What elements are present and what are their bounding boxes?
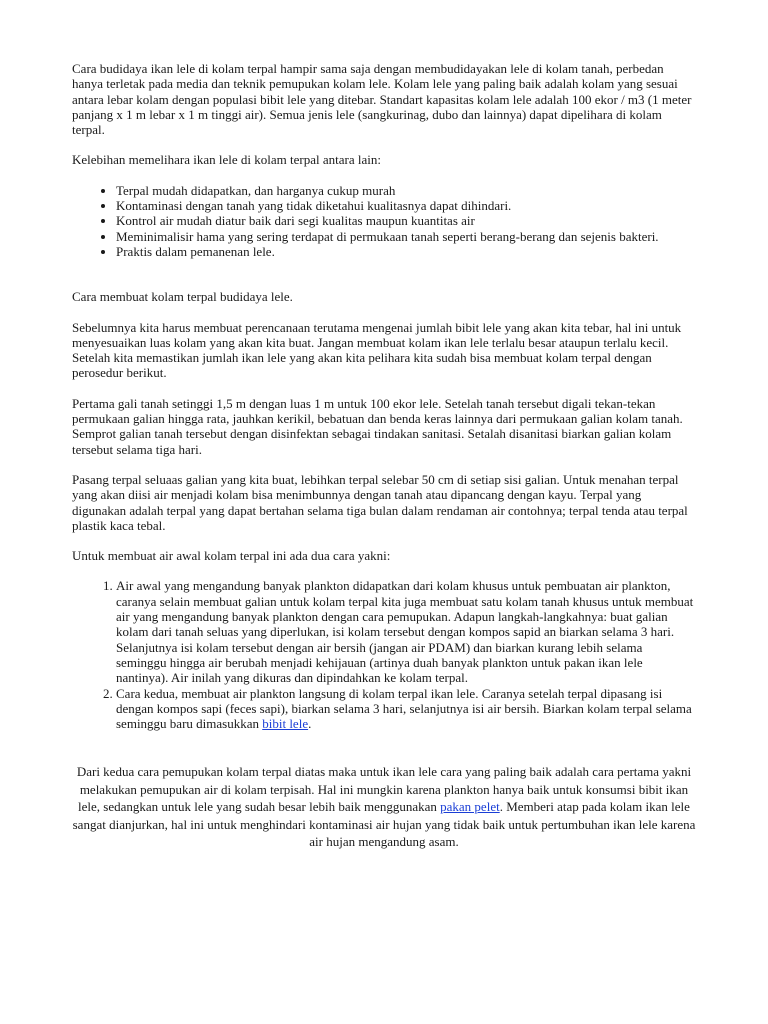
list-item: • Kontaminasi dengan tanah yang tidak diketahui kualitasnya dapat dihindari. (116, 198, 696, 213)
methods-list (72, 578, 696, 731)
spacer (72, 746, 696, 763)
bibit-lele-link[interactable]: bibit lele (262, 716, 309, 732)
section-heading: Cara membuat kolam terpal budidaya lele. (72, 289, 293, 305)
method-two-text: Cara kedua, membuat air plankton langsung di kolam terpal ikan lele. Caranya setelah terpal dipasang isi dengan kompos sapi (feces sapi), biarkan selama 3 hari, selanjutnya isi air bersih. Biarkan kolam terpal selama seminggu baru dimasukkan (116, 685, 692, 732)
list-item: • Meminimalisir hama yang sering terdapat di permukaan tanah seperti berang-berang dan sejenis bakteri. (116, 229, 696, 244)
pakan-pelet-link[interactable]: pakan pelet (440, 799, 500, 815)
method-two-end: . (308, 716, 312, 732)
spacer (72, 274, 696, 289)
water-methods-heading: Untuk membuat air awal kolam terpal ini ada dua cara yakni: (72, 548, 391, 564)
list-item: • Kontrol air mudah diatur baik dari segi kualitas maupun kuantitas air (116, 213, 696, 228)
tarp-paragraph: Pasang terpal seluaas galian yang kita buat, lebihkan terpal selebar 50 cm di setiap sisi galian. Untuk menahan terpal yang akan diisi air menjadi kolam bisa menimbunnya dengan tanah atau dipancang dengan kayu. Terpal yang digunakan adalah terpal yang dapat bertahan selama tiga bulan dalam rendaman air contohnya; terpal tenda atau terpal plastik kaca tebal. (72, 471, 688, 533)
list-item: • Terpal mudah didapatkan, dan harganya cukup murah (116, 183, 696, 198)
list-item: • Praktis dalam pemanenan lele. (116, 244, 696, 259)
closing-text-end: . Memberi atap pada kolam ikan lele sangat dianjurkan, hal ini untuk menghindari kontaminasi air hujan yang tidak baik untuk pertumbuhan ikan lele karena air hujan mengandung asam. (72, 799, 696, 850)
list-item: 1. Air awal yang mengandung banyak plankton didapatkan dari kolam khusus untuk pembuatan air plankton, caranya selain membuat galian untuk kolam terpal kita juga membuat satu kolam tanah khusus untuk membuat air yang mengandung banyak plankton dengan cara pemupukan. Adapun langkah-langkahnya: buat galian kolam dari tanah seluas yang diperlukan, isi kolam tersebut dengan kompos sapid an biarkan selama 3 hari. Selanjutnya isi kolam tersebut dengan air bersih (jangan air PDAM) dan biarkan kurang lebih selama seminggu hingga air berubah menjadi kehijauan (artinya duah banyak plankton untuk pakan ikan lele nantinya). Air inilah yang dikuras dan dipindahkan ke kolam terpal. (116, 578, 696, 685)
list-item (116, 686, 696, 732)
intro-paragraph: Cara budidaya ikan lele di kolam terpal hampir sama saja dengan membudidayakan lele di kolam tanah, perbedan hanya terletak pada media dan teknik pemupukan kolam lele. Kolam lele yang paling baik adalah kolam yang sesuai antara lebar kolam dengan populasi bibit lele yang ditebar. Standart kapasitas kolam lele adalah 100 ekor / m3 (1 meter panjang x 1 m lebar x 1 m tinggi air). Semua jenis lele (sangkurinag, dubo dan lainnya) dapat dipelihara di kolam terpal. (72, 61, 692, 138)
closing-paragraph (72, 763, 696, 851)
benefits-heading: Kelebihan memelihara ikan lele di kolam terpal antara lain: (72, 152, 381, 168)
planning-paragraph: Sebelumnya kita harus membuat perencanaan terutama mengenai jumlah bibit lele yang akan kita tebar, hal ini untuk menyesuaikan luas kolam yang akan kita buat. Jangan membuat kolam ikan lele terlalu besar ataupun terlalu kecil. Setelah kita memastikan jumlah ikan lele yang akan kita pelihara kita sudah bisa membuat kolam terpal dengan perosedur berikut. (72, 319, 682, 381)
digging-paragraph: Pertama gali tanah setinggi 1,5 m dengan luas 1 m untuk 100 ekor lele. Setelah tanah tersebut digali tekan-tekan permukaan galian hingga rata, jauhkan kerikil, bebatuan dan benda keras lainnya dari permukaan galian kolam tanah. Semprot galian tanah tersebut dengan disinfektan sebagai tindakan sanitasi. Setalah disanitasi biarkan galian kolam tersebut selama tiga hari. (72, 395, 683, 457)
benefits-list (72, 183, 696, 259)
closing-text: Dari kedua cara pemupukan kolam terpal diatas maka untuk ikan lele cara yang paling baik adalah cara pertama yakni melakukan pemupukan air di kolam terpisah. Hal ini mungkin karena plankton hanya baik untuk konsumsi bibit ikan lele, sedangkan untuk lele yang sudah besar lebih baik menggunakan (76, 764, 692, 815)
